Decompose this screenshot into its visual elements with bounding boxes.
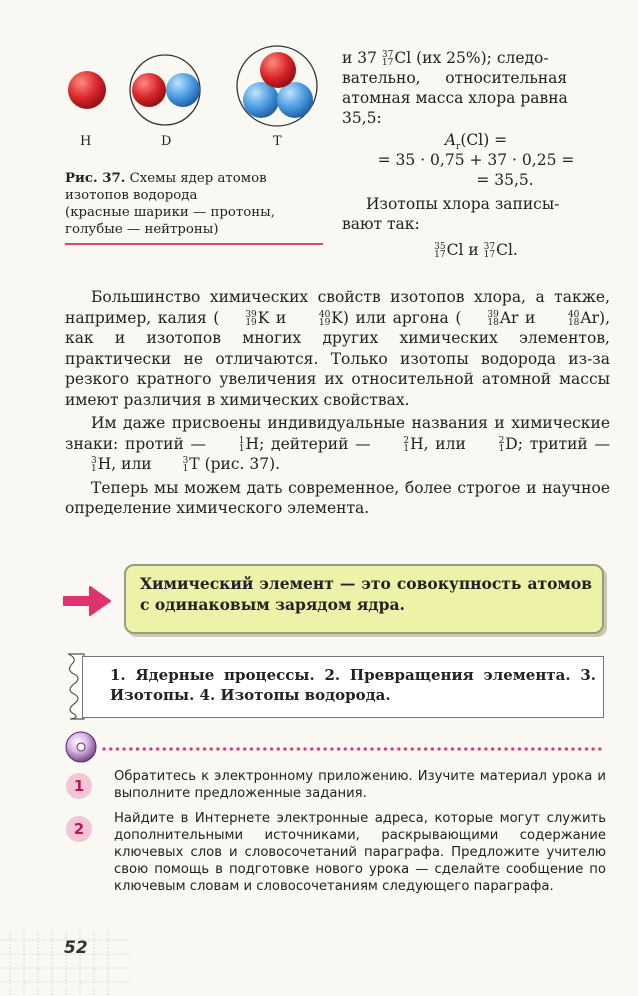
figure-labels <box>55 134 325 154</box>
right-column-text <box>342 48 610 260</box>
caption-number: Рис. 37. <box>65 171 126 186</box>
rc-line3: атомная масса хлора равна <box>342 89 568 107</box>
rc-line4: 35,5: <box>342 109 382 127</box>
page-number: 52 <box>64 938 88 958</box>
rc-line1a: и 37 <box>342 49 382 67</box>
keywords-text: 1. Ядерные процессы. 2. Превращения элемента. 3. Изотопы. 4. Изотопы водорода. <box>110 666 596 704</box>
question-2-number: 2 <box>66 816 92 842</box>
tritium-proton <box>260 52 296 88</box>
definition-body: — это совокупность атомов с одинаковым зарядом ядра. <box>140 574 592 614</box>
label-h: H <box>80 134 92 149</box>
question-2-text: Найдите в Интернете электронные адреса, которые могут служить дополнительными источниками, раскрывающими содержание ключевых слов и словосочетаний параграфа. Предложите учителю свою помощь в подготовке нового урока — сделайте сообщение по ключевым словам и словосочетаниям следующего параграфа. <box>114 811 606 894</box>
arrow-right-icon <box>62 584 112 618</box>
rc-line2: вательно, относительная <box>342 69 568 87</box>
figure-caption <box>65 170 335 238</box>
formula-line1: $A_r(Cl)$ = <box>444 131 508 153</box>
deuterium-neutron <box>166 73 200 107</box>
paragraph-2: Им даже присвоены индивидуальные названия и химические знаки: протий — 1 1 H; дейтерий — 2 1 H, или 2 1 D; тритий — 3 1 H, или 3 1 T (рис. 37). <box>65 414 610 474</box>
definition-text <box>140 573 592 615</box>
definition-term: Химический элемент <box>140 574 334 593</box>
paragraph-1: Большинство химических свойств изотопов хлора, а также, например, калия ( 39 19 K и 40 19 K) или аргона ( 39 18 Ar и 40 18 Ar), как и изотопов многих других химических элементов, практически не отличаются. Только изотопы водорода из-за резкого кратного увеличения их относительной атомной массы имеют различия в химических свойствах. <box>65 288 610 409</box>
formula-line2: = 35 · 0,75 + 37 · 0,25 = <box>377 151 575 169</box>
caption-line3: (красные шарики — протоны, <box>65 205 275 220</box>
disc-icon <box>64 730 98 764</box>
caption-line1: Схемы ядер атомов <box>129 171 267 186</box>
question-1-number: 1 <box>66 773 92 799</box>
caption-line2: изотопов водорода <box>65 188 198 203</box>
main-text <box>65 287 610 519</box>
caption-line4: голубые — нейтроны) <box>65 222 219 237</box>
chlorine-isotopes-notation: 35 17 Cl и 37 17 Cl. <box>434 241 518 260</box>
dotted-divider <box>102 746 608 752</box>
paragraph-3: Теперь мы можем дать современное, более строгое и научное определение химического элемента. <box>65 478 610 517</box>
question-1-text: Обратитесь к электронному приложению. Изучите материал урока и выполните предложенные задания. <box>114 769 606 801</box>
label-d: D <box>161 134 172 149</box>
label-t: T <box>273 134 282 149</box>
rc-iso-text1: Изотопы хлора записы- <box>366 195 560 213</box>
deuterium-proton <box>132 73 166 107</box>
protium-proton <box>68 71 106 109</box>
formula-line3: = 35,5. <box>476 171 534 189</box>
caption-divider <box>65 243 323 245</box>
rc-iso-text2: вают так: <box>342 215 420 233</box>
rc-line1b: Cl (их 25%); следо- <box>394 49 549 67</box>
cl37-isotope: 37 17 <box>381 50 394 68</box>
